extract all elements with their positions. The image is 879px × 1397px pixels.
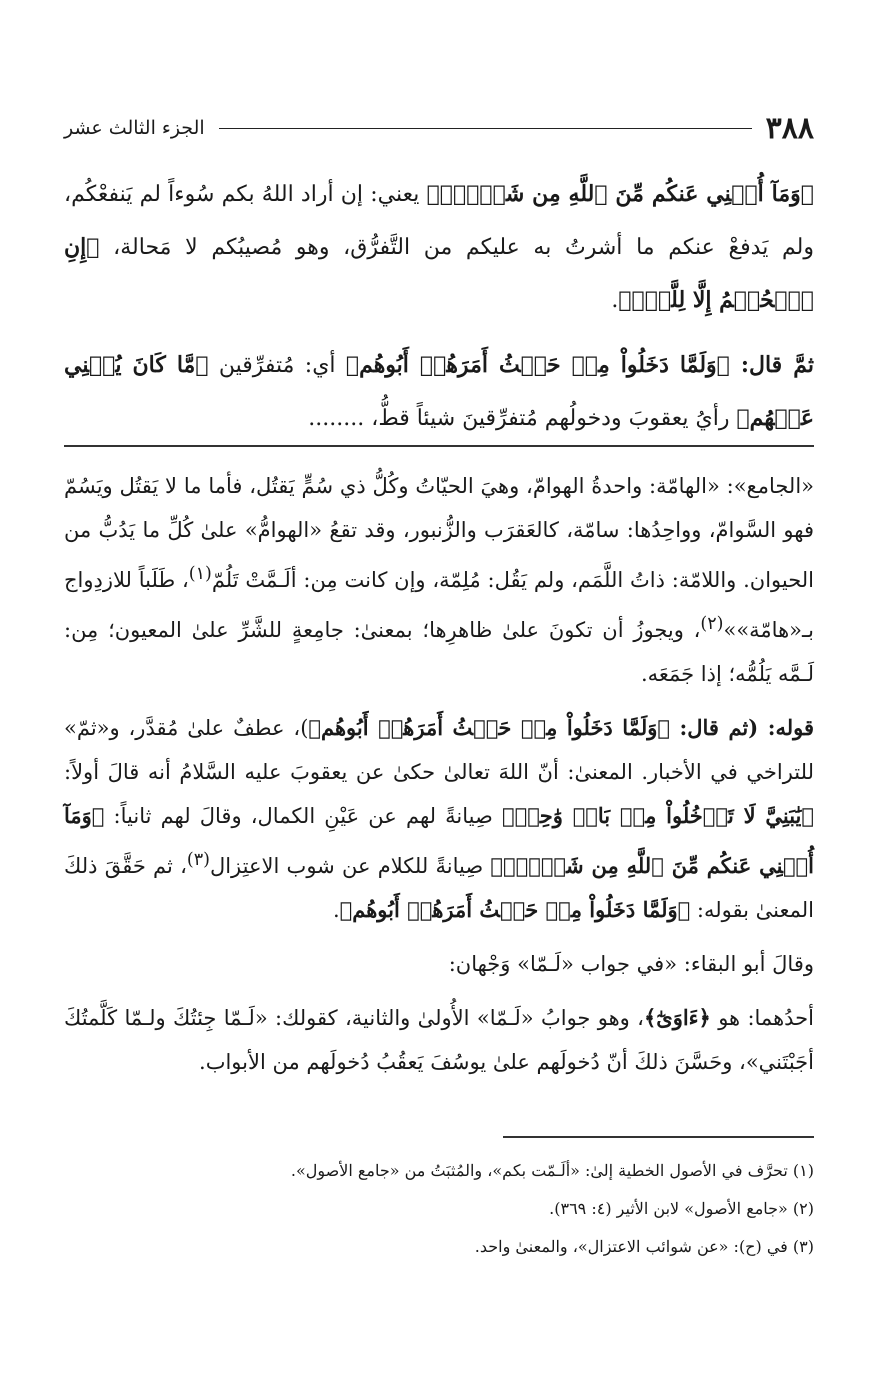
footnote-marker: (٢) <box>700 614 724 634</box>
quran-quote: ﴿وَمَآ أُغۡنِي عَنكُم مِّنَ ٱللَّهِ مِن شَيۡءٍۖ﴾ <box>64 803 814 878</box>
footnote-1: (١) تحرَّف في الأصول الخطية إلىٰ: «ألَـمّت بكم»، والمُثبَتُ من «جامع الأصول». <box>290 1161 814 1180</box>
section-divider <box>64 445 814 447</box>
commentary-paragraph-4 <box>64 996 814 1084</box>
quran-quote: ﴿يَٰبَنِيَّ لَا تَدۡخُلُواْ مِنۢ بَابٖ وَٰحِدٖ﴾ <box>501 803 814 828</box>
footnote-2: (٢) «جامع الأصول» لابن الأثير (٤: ٣٦٩). <box>549 1199 814 1218</box>
page-number: ٣٨٨ <box>765 110 814 146</box>
text-run: ثمَّ قال: <box>729 352 814 378</box>
quran-quote: ﴿وَمَآ أُغۡنِي عَنكُم مِّنَ ٱللَّهِ مِن شَيۡءٍۖ﴾ <box>426 181 814 207</box>
quran-quote: ﴿ءَاوَىٰٓ﴾ <box>643 1005 711 1030</box>
commentary-paragraph-2 <box>64 706 814 932</box>
quran-quote: ﴿وَلَمَّا دَخَلُواْ مِنۡ حَيۡثُ أَمَرَهُمۡ أَبُوهُم﴾ <box>345 352 730 378</box>
commentary-paragraph-1 <box>64 464 814 696</box>
text-run: ، ويجوزُ أن تكونَ علىٰ ظاهرِها؛ بمعنىٰ: جامِعةٍ للشَّرِّ علىٰ المعيون؛ مِن: لَـمَّه يَلُمُّه؛ إذا جَمَعَه. <box>64 618 814 686</box>
footnote-3: (٣) في (ح): «عن شوائب الاعتزال»، والمعنىٰ واحد. <box>474 1237 814 1256</box>
text-run: أحدُهما: هو <box>710 1006 814 1030</box>
text-run: . <box>332 898 340 922</box>
text-run: صِيانةً للكلام عن شوب الاعتِزال <box>209 854 491 878</box>
main-text <box>64 168 814 445</box>
main-paragraph-2 <box>64 339 814 445</box>
text-run: يعني: إن أراد اللهُ بكم سُوءاً لم يَنفعْكُم، ولم يَدفعْ عنكم ما أشرتُ به عليكم من التَّفرُّق، وهو مُصيبُكم لا مَحالة، <box>64 182 814 260</box>
running-title: الجزء الثالث عشر <box>64 117 205 139</box>
footnote-marker: (٣) <box>186 850 210 870</box>
main-paragraph-1 <box>64 168 814 327</box>
header-rule <box>219 128 752 129</box>
quran-quote: ﴿وَلَمَّا دَخَلُواْ مِنۡ حَيۡثُ أَمَرَهُمۡ أَبُوهُم﴾ <box>308 715 670 740</box>
text-run: )، عطفٌ علىٰ مُقدَّر، و«ثمّ» للتراخي في الأخبار. المعنىٰ: أنّ اللهَ تعالىٰ حكىٰ عن يعقوبَ عليه السَّلامُ أنه قالَ أولاً: <box>64 716 814 784</box>
footnotes <box>64 1152 814 1266</box>
quran-quote: ﴿إِنِ ٱلۡحُكۡمُ إِلَّا لِلَّهِۖ﴾ <box>64 234 814 313</box>
footnote-rule <box>503 1136 814 1138</box>
text-run: رأيُ يعقوبَ ودخولُهم مُتفرِّقينَ شيئاً قطُّ، ........ <box>308 406 737 431</box>
quran-quote: ﴿مَّا كَانَ يُغۡنِي عَنۡهُم﴾ <box>64 352 814 431</box>
text-run: ، وهو جوابُ «لَـمّا» الأُولىٰ والثانية، كقولك: «لَـمّا جِئتُكَ ولـمّا كَلَّمتُكَ أجَبْتَني»، وحَسَّنَ ذلكَ أنّ دُخولَهم علىٰ يوسُفَ يَعقُبُ دُخولَهم من الأبواب. <box>64 1006 814 1074</box>
commentary-section <box>64 464 814 1084</box>
text-run: أي: مُتفرِّقين <box>208 353 346 378</box>
text-run: ، طَلَباً للازدِواج بـ«هامّة»» <box>64 568 814 642</box>
footnote-marker: (١) <box>188 564 212 584</box>
text-run: «الجامع»: «الهامّة: واحدةُ الهوامّ، وهيَ الحيّاتُ وكُلُّ ذي سُمٍّ يَقتُل، فأما ما لا يَقتُل ويَسُمّ فهو السَّوامّ، وواحِدُها: سامّة، كالعَقرَب والزُّنبور، وقد تقعُ «الهوامُّ» علىٰ كُلِّ ما يَدُبُّ من الحيوان. واللامّة: ذاتُ اللَّمَم، ولم يَقُل: مُلِمّة، وإن كانت مِن: ألَـمَّتْ تَلُمّ <box>64 474 815 592</box>
commentary-paragraph-3: وقالَ أبو البقاء: «في جواب «لَـمّا» وَجْهان: <box>448 952 814 976</box>
page-header <box>64 108 814 148</box>
text-run: ، ثم حَقَّقَ ذلكَ المعنىٰ بقوله: <box>64 854 814 922</box>
quran-quote: ﴿وَلَمَّا دَخَلُواْ مِنۡ حَيۡثُ أَمَرَهُمۡ أَبُوهُم﴾ <box>339 897 691 922</box>
text-run: . <box>611 288 619 313</box>
text-run: قوله: (ثم قال: <box>669 715 815 740</box>
text-run: صِيانةً لهم عن عَيْنِ الكمال، وقالَ لهم ثانياً: <box>104 804 502 828</box>
